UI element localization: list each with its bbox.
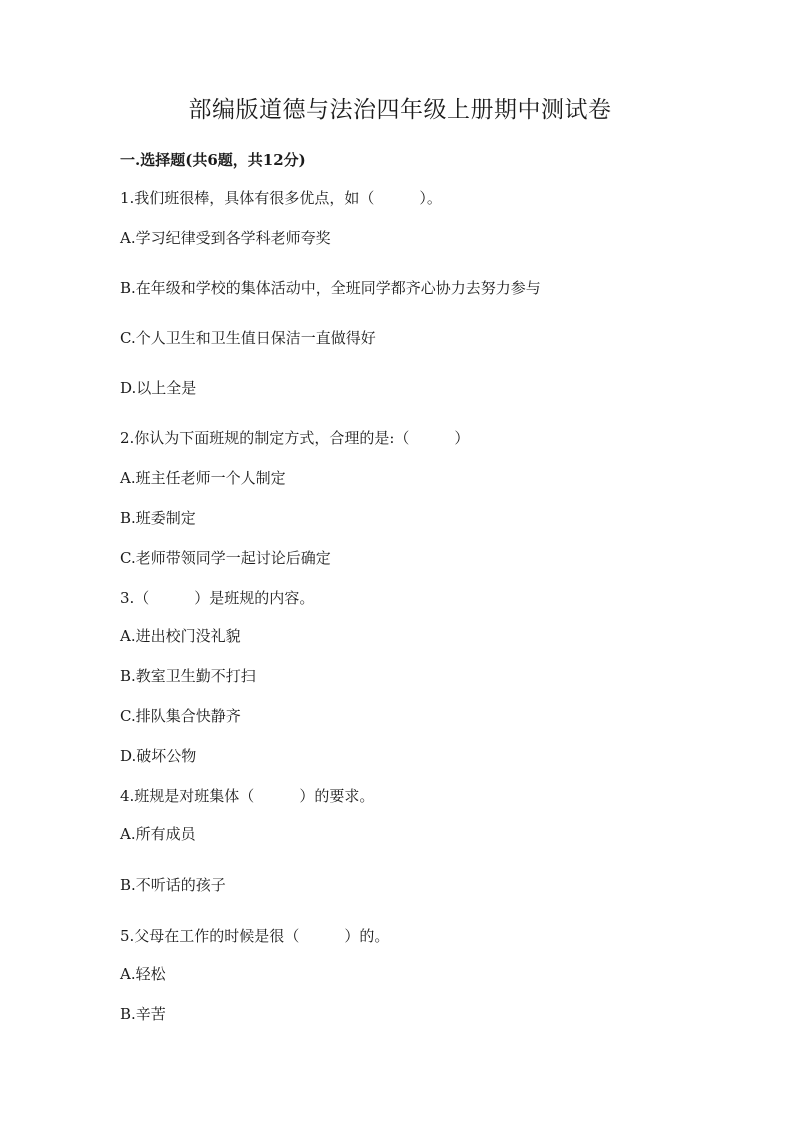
question-2-option-a: A.班主任老师一个人制定 xyxy=(120,469,286,487)
exam-title: 部编版道德与法治四年级上册期中测试卷 xyxy=(188,97,612,123)
question-1-option-b: B.在年级和学校的集体活动中，全班同学都齐心协力去努力参与 xyxy=(120,279,541,297)
question-5-option-a: A.轻松 xyxy=(120,965,166,983)
question-2-option-b: B.班委制定 xyxy=(120,509,196,527)
question-3-option-d: D.破坏公物 xyxy=(120,747,197,765)
question-4-option-a: A.所有成员 xyxy=(120,825,196,843)
question-1-option-a: A.学习纪律受到各学科老师夸奖 xyxy=(120,229,331,247)
question-3-stem: 3.（ ）是班规的内容。 xyxy=(120,589,315,607)
question-5-stem: 5.父母在工作的时候是很（ ）的。 xyxy=(120,927,390,945)
question-3-option-b: B.教室卫生勤不打扫 xyxy=(120,667,256,685)
question-4-option-b: B.不听话的孩子 xyxy=(120,876,226,894)
question-4-stem: 4.班规是对班集体（ ）的要求。 xyxy=(120,787,375,805)
section-heading: 一.选择题(共6题，共12分) xyxy=(120,151,306,169)
question-1-stem: 1.我们班很棒，具体有很多优点，如（ ）。 xyxy=(120,189,442,207)
question-1-option-c: C.个人卫生和卫生值日保洁一直做得好 xyxy=(120,329,376,347)
question-2-stem: 2.你认为下面班规的制定方式，合理的是:（ ） xyxy=(120,429,470,447)
question-3-option-c: C.排队集合快静齐 xyxy=(120,707,241,725)
question-3-option-a: A.进出校门没礼貌 xyxy=(120,627,241,645)
question-1-option-d: D.以上全是 xyxy=(120,379,197,397)
question-2-option-c: C.老师带领同学一起讨论后确定 xyxy=(120,549,331,567)
question-5-option-b: B.辛苦 xyxy=(120,1005,166,1023)
